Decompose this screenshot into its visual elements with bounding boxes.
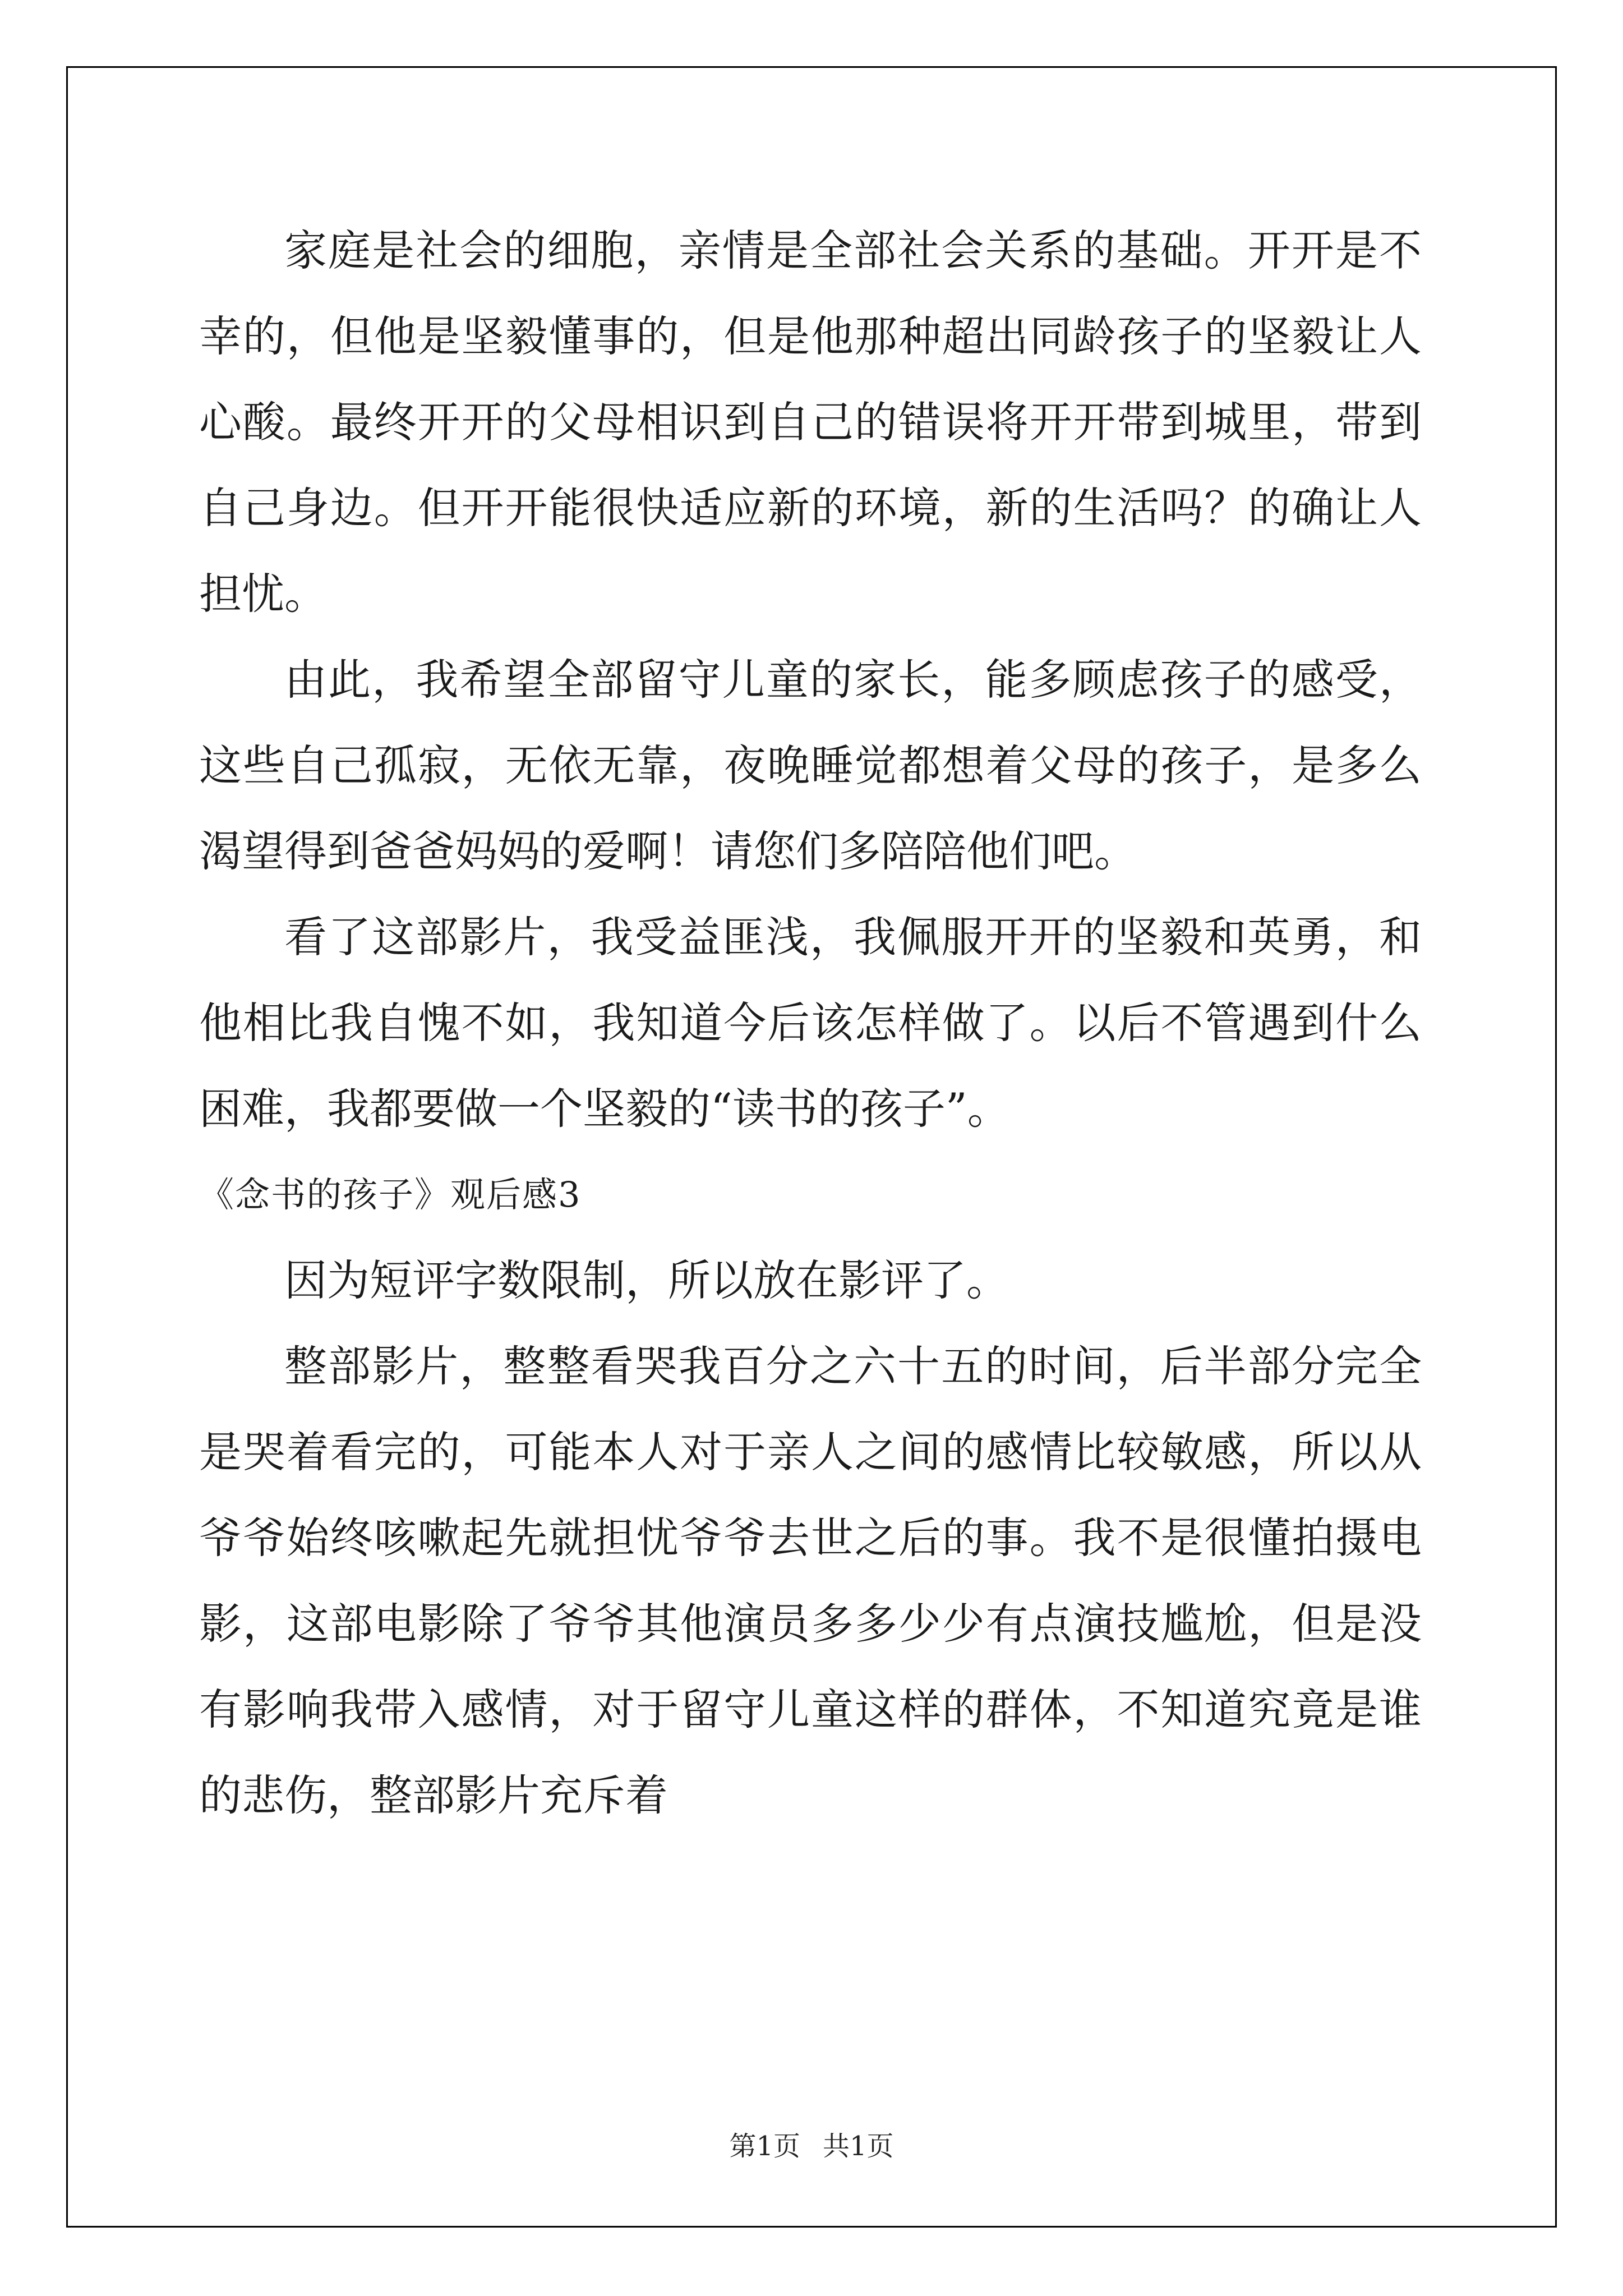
paragraph-1: 家庭是社会的细胞，亲情是全部社会关系的基础。开开是不幸的，但他是坚毅懂事的，但是他那种超出同龄孩子的坚毅让人心酸。最终开开的父母相识到自己的错误将开开带到城里，带到自己身边。但开开能很快适应新的环境，新的生活吗？的确让人担忧。 — [199, 226, 1422, 619]
section-heading: 《念书的孩子》观后感3 — [199, 1174, 582, 1215]
paragraph-3: 看了这部影片，我受益匪浅，我佩服开开的坚毅和英勇，和他相比我自愧不如，我知道今后该怎样做了。以后不管遇到什么困难，我都要做一个坚毅的“读书的孩子”。 — [199, 912, 1422, 1134]
paragraph-5: 整部影片，整整看哭我百分之六十五的时间，后半部分完全是哭着看完的，可能本人对于亲人之间的感情比较敏感，所以从爷爷始终咳嗽起先就担忧爷爷去世之后的事。我不是很懂拍摄电影，这部电影除了爷爷其他演员多多少少有点演技尴尬，但是没有影响我带入感情，对于留守儿童这样的群体，不知道究竟是谁的悲伤，整部影片充斥着 — [199, 1341, 1422, 1820]
page-total: 共1页 — [823, 2131, 894, 2162]
paragraph-2: 由此，我希望全部留守儿童的家长，能多顾虑孩子的感受，这些自己孤寂，无依无靠，夜晚睡觉都想着父母的孩子，是多么渴望得到爸爸妈妈的爱啊！请您们多陪陪他们吧。 — [199, 655, 1422, 876]
paragraph-4: 因为短评字数限制，所以放在影评了。 — [284, 1255, 1009, 1305]
page-number: 第1页 — [729, 2131, 800, 2162]
page-footer — [0, 2129, 1623, 2163]
document-body — [199, 208, 1422, 1838]
